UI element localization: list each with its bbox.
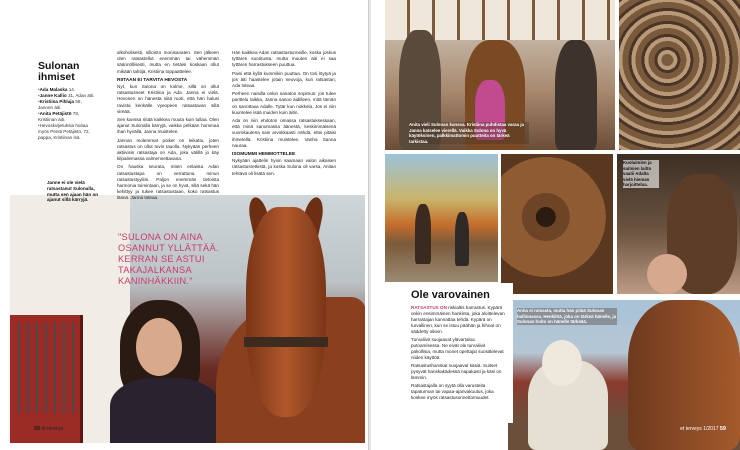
photo-caption: Kuolaimien ja suitsien laitto vaatii Adalta vielä hieman harjoittelua. xyxy=(623,160,659,188)
infobox-paragraph: Turvaliivit suojaavat ylävartaloa putoamisessa. Ne eivät ole turvaliivit pakollisia, mutta monet opettajat suosittelevat niiden käyttöä. xyxy=(411,337,504,360)
sidebar-title-line1: Sulonan xyxy=(38,60,80,72)
subheading: ISOMUMMI HEMMOTTELEE xyxy=(232,152,296,158)
photo-caption: Anita vieli Sulonan kanssa. Kristiina puhdistaa varaa ja Janna katselee vierellä. Vaikka Sulona on hyvä käytöksinen, palkkimattomin puutteita on tärkeä tarkistaa. xyxy=(409,122,529,144)
sidebar-person: •Janne Kallio 31, Adan äiti. xyxy=(38,93,95,98)
paragraph: Nyt, kun Sulona on kolme, sillä on ollut ratsastusneet Kristiina ja Ada. Janna ei vielä. Hevonen on hänestä siitä ruoti, että hän halusi ravista kenkälle vyeopeen ratsastavan sillä vireää. xyxy=(117,84,219,114)
paragraph: Perheen naisilla onkin sanaton sopimus: jos tulee parittelu taikka, Janna sanoo äidilleen, mitä tämän on sanottava Adalle. Tytär kun nokkela. Jos ei niin kuuntelee isää muiden kuin äitin. xyxy=(232,91,336,115)
woman-head xyxy=(542,340,582,386)
footer-right xyxy=(680,426,726,432)
article-column-2 xyxy=(232,50,336,179)
infobox-paragraph: RATSASTUS ON riskialtis harrastus. Kypärä onkin ensimmäinen hankinta, joka aloittelevan harrastajan kannattaa tehdä. Kypärä on turvallinen, kun se istuu päähän ja hihnat on säädetty oikein. xyxy=(411,305,505,334)
footer-left xyxy=(34,426,63,432)
horse-head xyxy=(246,207,326,417)
woman-face xyxy=(136,318,182,376)
woman-body xyxy=(110,378,220,443)
sidebar-person: •Kristiina Pihlaja 58, Jannen äiti. xyxy=(38,99,82,110)
paragraph: Ada on niin ehdoton omassa ratsastuksessaan, että minä sanomassa äänestä, keskimmäisenä vuorokautena sain arvokkaasti nähdä, ettei pitäisi ihmetellä. Kristiina muistelee. Vanha Sanna nauraa. xyxy=(232,118,336,148)
paragraph: On hauska seurata, miten erilaista Adan ratsastustapa on verrattuna minun ratsastustyyliini. Paljon enemmän tietoista harmonia toimintaan, ja se on hyvä, sillä sekä hän kehittyy ja tukee ratsastustaan, koko ratsastus läsnä. Janna toteaa. xyxy=(117,164,219,201)
sidebar-title-line2: ihmiset xyxy=(38,71,75,83)
right-page xyxy=(371,0,740,450)
photo-horseshoes xyxy=(619,0,740,150)
photo-caption: Anita ei ratsasta, mutta hän pitää Sulonan hallinnassa. Henkilöä, joka on tärkeä hänelle, ja Sulonan hoito on hänelle tärkeää. xyxy=(517,308,617,325)
woman-figure xyxy=(110,300,220,443)
rider-figure xyxy=(415,204,431,264)
girl-face xyxy=(647,254,687,294)
horse-halter xyxy=(244,337,328,347)
stall-bars xyxy=(18,323,74,413)
page-number: 58 xyxy=(34,426,41,432)
pull-quote: "SULONA ON AINA OSANNUT YLLÄTTÄÄ. KERRAN SE ASTUI TAKAJALKANSA KANINHÄKKIIN." xyxy=(118,232,219,286)
magazine-name: et terveys xyxy=(680,426,702,432)
paragraph: Paini että kyllä kummikin puuttua. On tosi löytyä ja jos äiti haastelee jotain neuvoja, kun ratsastan, Ada toteaa. xyxy=(232,70,336,89)
person-figure xyxy=(555,40,597,150)
magazine-name: et terveys xyxy=(41,426,64,432)
people-sidebar xyxy=(32,55,102,175)
infobox-lead: RATSASTUS ON xyxy=(411,305,447,310)
infobox-paragraph: Ratsastajalla on syytä olla varusteita tapaturman tai vapaa-ajanvakuutus, joka koskee myös ratsastusonnettomuudet. xyxy=(411,383,494,400)
sidebar-person: •Hevoskuljetuksia hoitaa myös Pentti Petäjistö, 72, pappa, Kristiinan isä. xyxy=(38,123,90,140)
page-number: 59 xyxy=(719,426,726,432)
subheading: RIITAAN EI TARVITA HEVOSTA xyxy=(117,77,188,83)
article-column-1 xyxy=(117,50,219,204)
horse-figure xyxy=(206,207,365,443)
photo-caption-left: Janne ei ole vielä ratsastanut Sulonalla, mutta sen ajaan hän on ajanut sillä kärryjä. xyxy=(47,180,99,203)
walker-figure xyxy=(455,212,469,266)
paragraph: alkoholisesti, sillointo monisanaten. Sen jälkeen olen ratsastellut enemmän tai vähemmän säännöllisesti, mutta en tietäisi koskaan ollut mikään tahtijä, Kristiina toppaattelee. xyxy=(117,50,219,74)
infobox-title: Ole varovainen xyxy=(411,289,490,301)
issue-number: 1/2017 xyxy=(703,426,719,432)
paragraph: Nykyään ajattelin hyvin saamaan valon aikaisen ratsastusretkistä, ja koska Sulona oli varsa, Anitan tehtävä oli lisätä sen. xyxy=(232,158,336,176)
sidebar-title xyxy=(38,61,96,83)
paragraph: Sen kanssa riitää kaikkea muuta kuin tullaa. Olen ajanut Sulonalla kärryjä, vaikka pelkään hommaa ihan hyvällä, Janna muistelee. xyxy=(117,117,219,135)
sidebar-person: •Ada Malaska 14. xyxy=(38,87,76,92)
sidebar-person: •Anita Petäjistö 78, Kristiinan äiti. xyxy=(38,111,80,122)
safety-infobox xyxy=(403,283,513,423)
photo-horse-eye xyxy=(501,154,613,294)
paragraph: Hän kaikkea Adan ratsastustunneille, koska joskus tyttären suoritusta, mutta muuten äiti ei saa tyttären harrastukseen puuttua. xyxy=(232,50,336,68)
infobox-paragraph: Ratsastushanskat suojaavat käsiä. Suitset pysyvät hanskakädessä napakasti ja käsi on lämmin. xyxy=(411,363,502,380)
paragraph: Jannan molemmat poiket on leikattu, joten ratsastus on ollut tovin tauolla. Nykyään perheen aktiivisin ratsastaja on Ada, joka välillä jo käy kilpailemassa valmennettavana. xyxy=(117,137,219,162)
photo-autumn-ride xyxy=(385,154,498,282)
